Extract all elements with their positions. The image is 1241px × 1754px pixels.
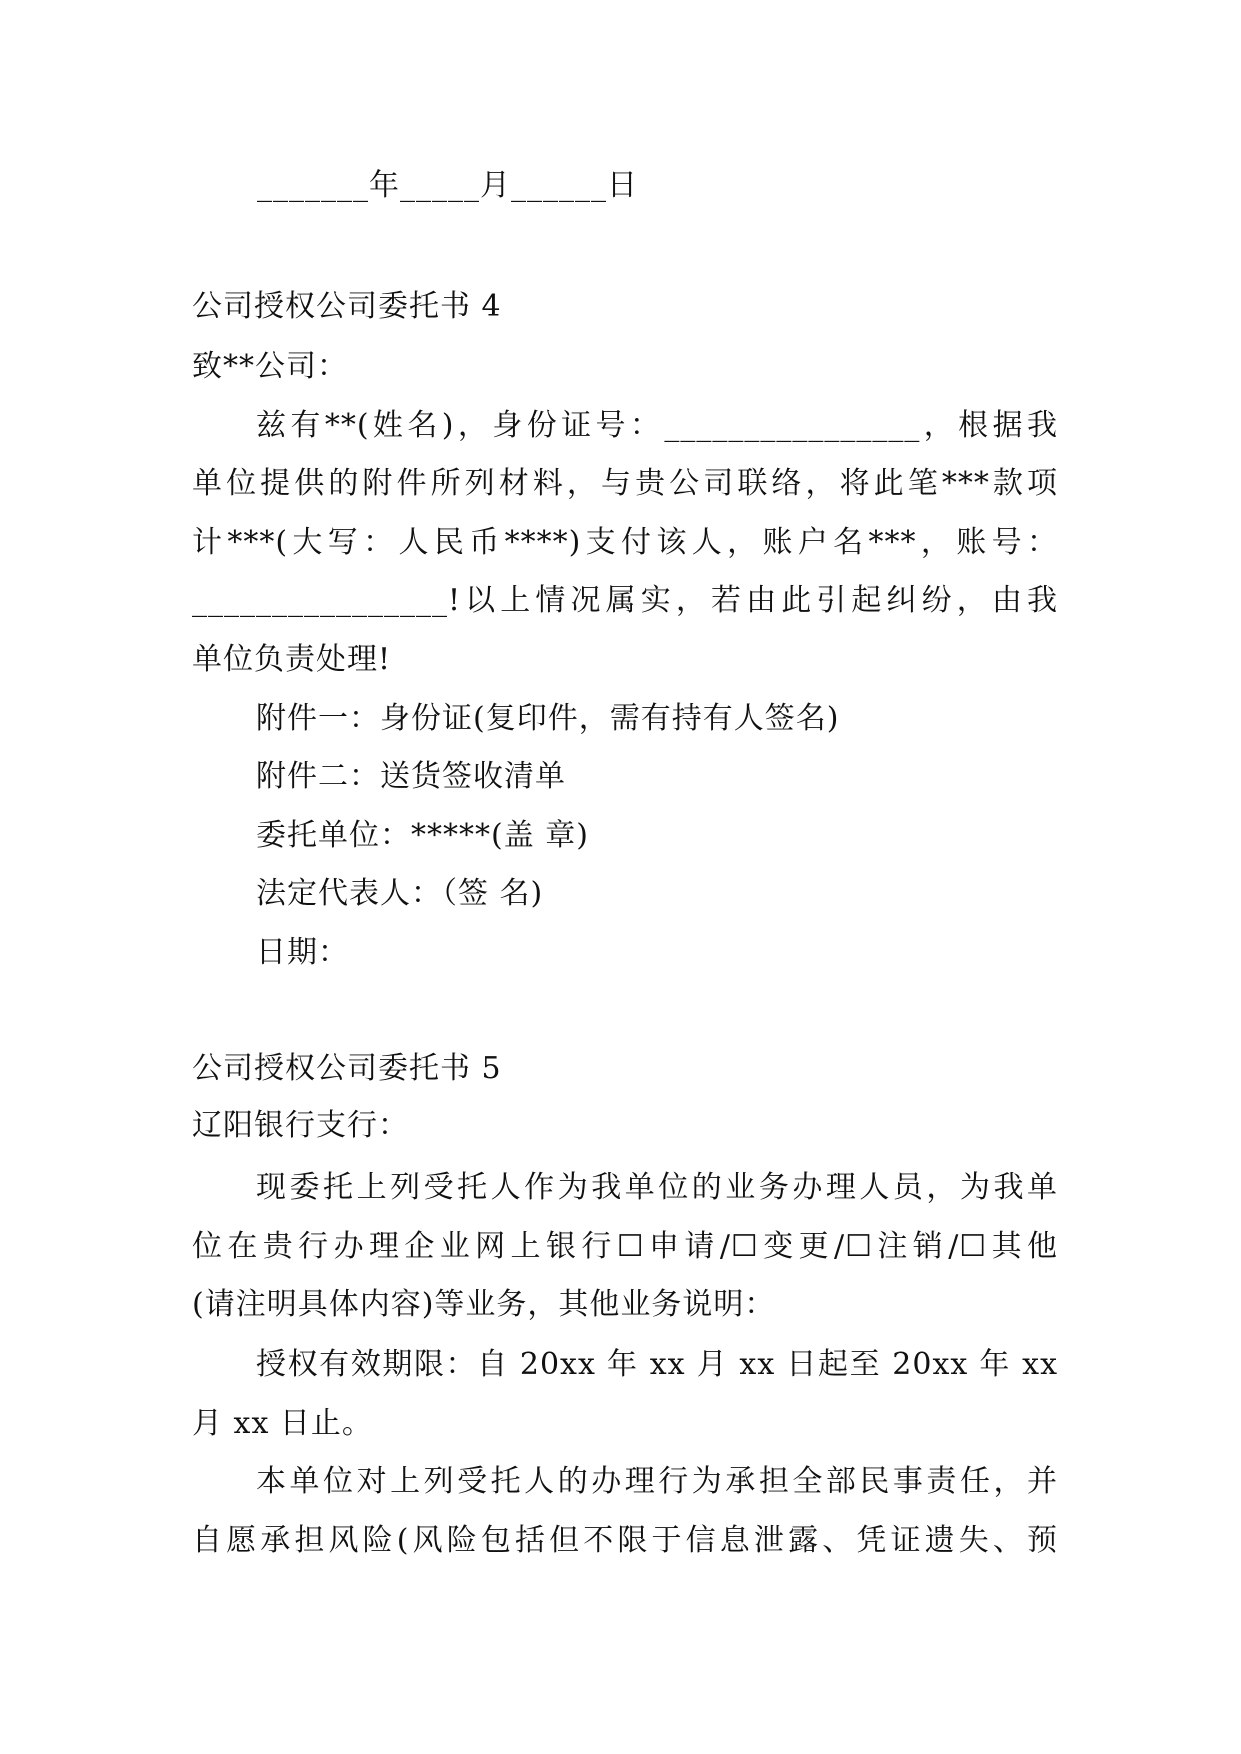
letter-4-body-line: 兹有**(姓名)，身份证号：________________，根据我 — [256, 408, 1058, 443]
letter-5-body-line: (请注明具体内容)等业务，其他业务说明： — [192, 1287, 776, 1322]
letter-4-body-line: 单位提供的附件所列材料，与贵公司联络，将此笔***款项 — [192, 466, 1058, 501]
letter-4-body-line: 计***(大写：人民币****)支付该人，账户名***，账号： — [192, 525, 1058, 560]
letter-5-body-line: 位在贵行办理企业网上银行☐申请/☐变更/☐注销/☐其他 — [192, 1229, 1058, 1264]
attachment-item: 附件一：身份证(复印件，需有持有人签名) — [256, 701, 840, 736]
letter-4-body-line: 单位负责处理! — [192, 642, 392, 677]
letter-4-title: 公司授权公司委托书 4 — [192, 289, 502, 324]
signature-representative: 法定代表人：（签 名) — [256, 876, 544, 911]
letter-5-body-line: 授权有效期限：自 20xx 年 xx 月 xx 日起至 20xx 年 xx — [256, 1347, 1058, 1382]
signature-date: 日期： — [256, 935, 349, 970]
letter-4-body-line: ________________!以上情况属实，若由此引起纠纷，由我 — [192, 583, 1058, 618]
signature-unit: 委托单位：*****(盖 章) — [256, 818, 589, 853]
letter-5-body-line: 自愿承担风险(风险包括但不限于信息泄露、凭证遗失、预 — [192, 1523, 1058, 1558]
date-line: _______年_____月______日 — [257, 168, 638, 203]
letter-5-body-line: 本单位对上列受托人的办理行为承担全部民事责任，并 — [256, 1464, 1058, 1499]
letter-5-salutation: 辽阳银行支行： — [192, 1108, 409, 1143]
letter-5-body-line: 现委托上列受托人作为我单位的业务办理人员，为我单 — [256, 1170, 1058, 1205]
letter-5-body-line: 月 xx 日止。 — [192, 1406, 373, 1441]
letter-4-salutation: 致**公司： — [192, 349, 348, 384]
attachment-item: 附件二：送货签收清单 — [256, 759, 566, 794]
letter-5-title: 公司授权公司委托书 5 — [192, 1051, 502, 1086]
